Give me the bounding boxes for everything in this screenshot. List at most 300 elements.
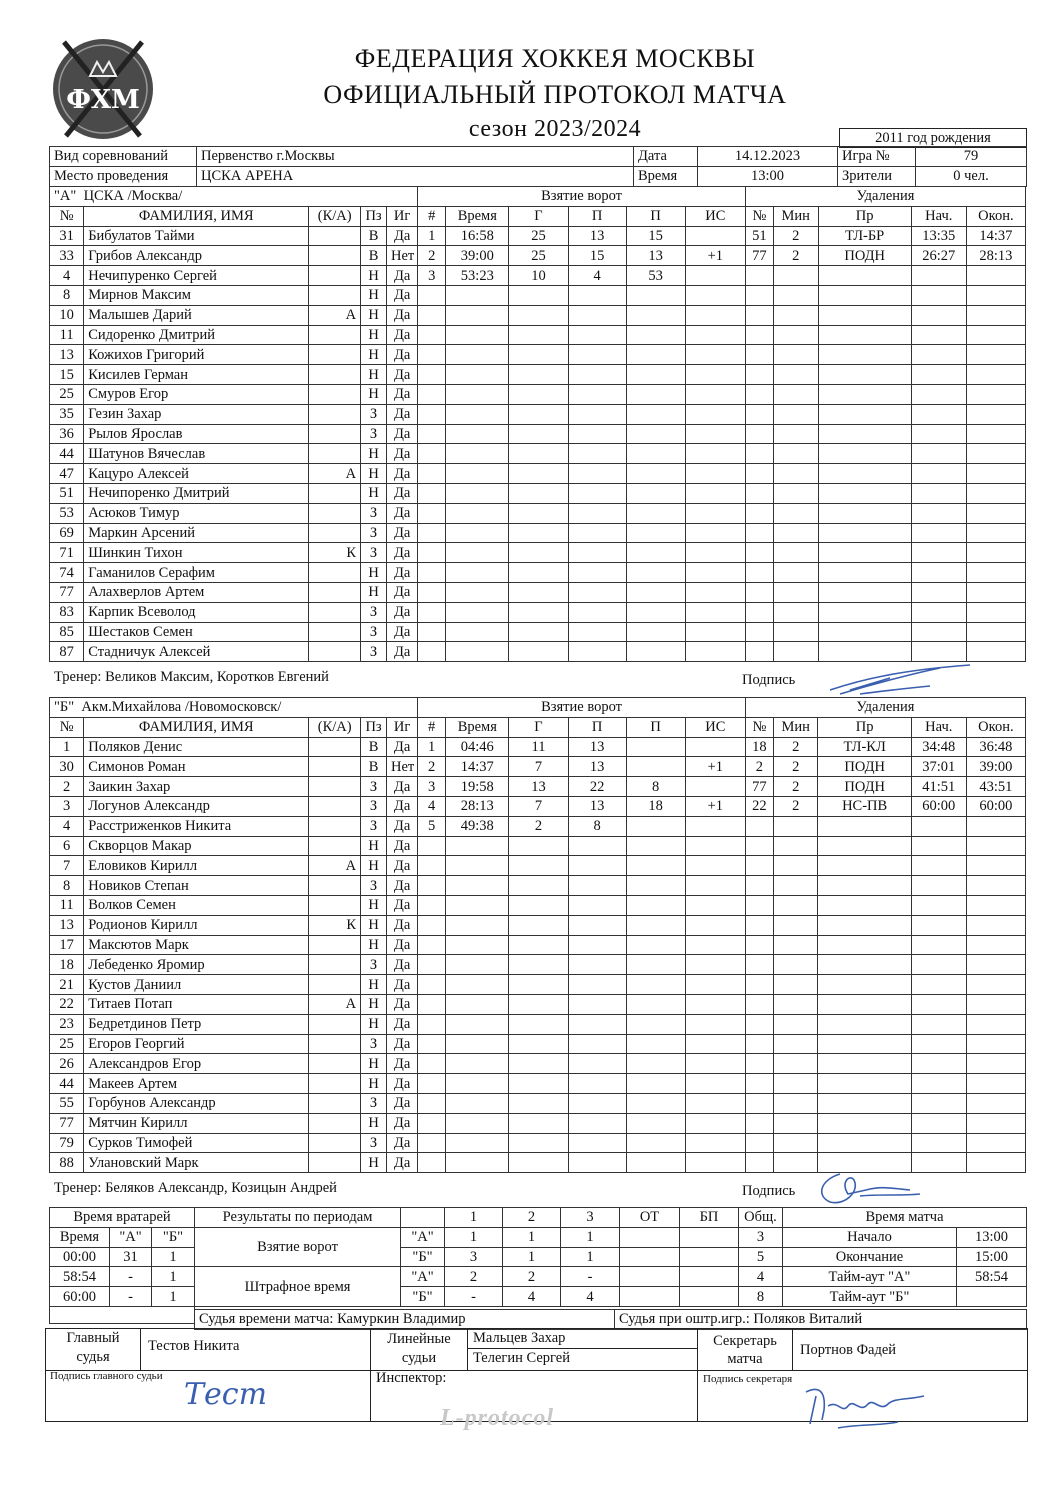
goal-cell: 4 [568,266,626,286]
period-head-bp: БП [680,1208,739,1228]
period-cell [680,1267,739,1287]
penalty-cell [911,955,966,975]
player-number: 13 [50,915,84,935]
penalty-cell [818,345,911,365]
goal-cell [418,1113,446,1133]
penalty-cell [745,935,773,955]
player-number: 33 [50,246,84,266]
col-play: Иг [387,717,418,737]
penalty-cell: ПОДН [818,246,911,266]
player-played: Да [387,915,418,935]
player-row [50,1034,1026,1054]
goal-cell [446,325,509,345]
penalty-cell [818,444,911,464]
goal-cell: +1 [685,757,745,777]
goal-cell [568,622,626,642]
player-role [309,1153,361,1173]
player-name: Грибов Александр [84,246,309,266]
player-position: Н [361,563,387,583]
goal-cell [568,1054,626,1074]
player-row [50,777,1026,797]
penalty-cell [818,915,911,935]
col-pen-num: № [745,206,773,226]
player-position: Н [361,325,387,345]
goal-cell [418,895,446,915]
col-pen-num: № [745,717,773,737]
penalty-cell [911,424,966,444]
goal-cell [509,424,568,444]
goal-cell [626,955,685,975]
penalty-cell: 2 [773,737,818,757]
goal-cell [568,523,626,543]
penalty-cell [773,464,818,484]
goal-cell [685,622,745,642]
goal-cell [509,1054,568,1074]
goal-cell [446,1113,509,1133]
penalty-cell [745,1034,773,1054]
penalty-cell [773,444,818,464]
officials-vline [467,1328,468,1370]
goals-title: Взятие ворот [418,698,746,718]
goal-cell [626,856,685,876]
penalty-cell [818,935,911,955]
goal-cell [685,777,745,797]
player-played: Да [387,404,418,424]
goal-cell: 4 [418,796,446,816]
penalty-cell [911,642,966,662]
match-time-value [957,1287,1027,1307]
goal-cell [509,1034,568,1054]
period-head-ot: ОТ [620,1208,680,1228]
goal-cell [418,305,446,325]
goal-cell [626,1054,685,1074]
penalty-cell [911,876,966,896]
goal-cell [446,836,509,856]
player-number: 3 [50,796,84,816]
penalty-cell [818,642,911,662]
goal-cell [446,543,509,563]
penalty-cell [773,543,818,563]
goal-cell [685,1054,745,1074]
player-played: Да [387,777,418,797]
player-number: 8 [50,876,84,896]
goal-cell [509,642,568,662]
penalty-cell [773,582,818,602]
secretary-label [698,1332,792,1368]
penalty-cell [773,895,818,915]
penalty-cell [745,503,773,523]
goal-cell: 19:58 [446,777,509,797]
player-number: 21 [50,975,84,995]
player-number: 26 [50,1054,84,1074]
penalty-cell [818,816,911,836]
player-position: З [361,955,387,975]
period-cell [620,1227,680,1247]
totals-table [738,1207,783,1307]
penalty-cell [911,856,966,876]
penalty-cell [818,836,911,856]
player-row [50,424,1026,444]
goal-cell [685,876,745,896]
player-played: Да [387,796,418,816]
goal-cell [685,503,745,523]
goal-cell: 16:58 [446,226,509,246]
col-ka: (К/А) [309,717,361,737]
goal-cell [685,895,745,915]
player-row [50,464,1026,484]
col-pos: Пз [361,206,387,226]
period-head-1: 1 [445,1208,503,1228]
penalty-judge: Судья при оштр.игр.: Поляков Виталий [615,1310,1027,1330]
goal-cell: 39:00 [446,246,509,266]
goal-cell [568,955,626,975]
penalty-cell [745,1054,773,1074]
goal-cell [568,483,626,503]
player-played: Да [387,305,418,325]
goal-cell [446,895,509,915]
penalty-cell [911,1054,966,1074]
penalty-cell [773,1054,818,1074]
player-row [50,642,1026,662]
goal-cell [685,345,745,365]
goal-cell [626,464,685,484]
player-name: Шинкин Тихон [84,543,309,563]
penalty-cell [966,856,1025,876]
col-pen-min: Мин [773,717,818,737]
penalty-cell [745,1093,773,1113]
penalty-cell [966,642,1025,662]
penalty-cell [911,384,966,404]
player-role [309,737,361,757]
penalty-cell [966,523,1025,543]
penalty-cell [745,622,773,642]
penalty-cell [966,1113,1025,1133]
goal-cell [446,582,509,602]
penalty-cell [911,345,966,365]
total-cell: 8 [739,1287,783,1307]
penalty-cell [818,1034,911,1054]
penalty-cell [745,994,773,1014]
goal-cell: 10 [509,266,568,286]
player-name: Алахверлов Артем [84,582,309,602]
penalties-title: Удаления [745,187,1025,207]
goal-cell: 7 [509,757,568,777]
goal-cell [446,955,509,975]
player-role: К [309,543,361,563]
player-position: Н [361,836,387,856]
player-name: Маркин Арсений [84,523,309,543]
penalty-cell [911,975,966,995]
period-cell: - [445,1287,503,1307]
penalty-cell [911,325,966,345]
secretary-label-1: Секретарь [713,1333,777,1349]
goal-cell [626,1113,685,1133]
penalty-cell [818,404,911,424]
goal-cell [418,836,446,856]
goal-cell [685,955,745,975]
main-judge-label-2: судья [76,1349,110,1365]
player-row [50,1133,1026,1153]
penalty-cell [966,1034,1025,1054]
goal-cell [568,642,626,662]
col-play: Иг [387,206,418,226]
player-role [309,582,361,602]
player-played: Да [387,543,418,563]
goal-cell [418,483,446,503]
goal-cell [626,915,685,935]
goal-cell: 7 [509,796,568,816]
penalty-cell [911,464,966,484]
player-position: Н [361,285,387,305]
goal-cell [509,994,568,1014]
penalty-cell [818,582,911,602]
penalty-cell [911,523,966,543]
player-row [50,246,1026,266]
goal-cell [685,563,745,583]
player-position: В [361,246,387,266]
penalty-cell [818,424,911,444]
goal-cell [446,856,509,876]
player-position: З [361,523,387,543]
linesmen-label [371,1330,467,1368]
venue-value: ЦСКА АРЕНА [197,166,634,186]
penalty-cell [966,955,1025,975]
penalty-cell [966,444,1025,464]
gk-blank [50,1306,195,1323]
penalty-cell [966,1054,1025,1074]
player-name: Максютов Марк [84,935,309,955]
penalty-cell [745,836,773,856]
goal-cell [568,895,626,915]
penalty-cell: 2 [773,226,818,246]
goal-cell [626,602,685,622]
goal-cell [626,642,685,662]
periods-title: Результаты по периодам [195,1208,401,1228]
goal-cell [446,305,509,325]
goal-cell [685,404,745,424]
penalty-cell: 77 [745,777,773,797]
goal-cell [626,305,685,325]
penalty-cell [818,305,911,325]
penalty-cell: 43:51 [966,777,1025,797]
player-position: Н [361,895,387,915]
penalty-cell [818,483,911,503]
player-role [309,816,361,836]
player-played: Да [387,642,418,662]
penalty-cell [745,563,773,583]
player-position: З [361,1034,387,1054]
goal-cell [446,975,509,995]
period-cell [620,1247,680,1267]
federation-title: ФЕДЕРАЦИЯ ХОККЕЯ МОСКВЫ [354,44,756,73]
penalty-cell [966,325,1025,345]
player-name: Егоров Георгий [84,1034,309,1054]
player-number: 85 [50,622,84,642]
penalty-cell [911,1074,966,1094]
col-num: № [50,717,84,737]
team-b-coach: Тренер: Беляков Александр, Козицын Андрей [54,1180,337,1196]
penalty-cell [966,915,1025,935]
player-played: Да [387,1074,418,1094]
player-row [50,384,1026,404]
penalty-cell [818,563,911,583]
goal-cell: 13 [509,777,568,797]
goal-cell: 13 [568,737,626,757]
goal-cell [446,404,509,424]
player-number: 36 [50,424,84,444]
goal-cell [418,1054,446,1074]
penalty-cell [745,305,773,325]
player-name: Заикин Захар [84,777,309,797]
player-row [50,975,1026,995]
goal-cell [568,444,626,464]
secretary-name: Портнов Фадей [800,1342,897,1358]
game-label: Игра № [838,147,916,167]
goal-cell [446,1153,509,1173]
goal-cell [568,424,626,444]
col-goal-is: ИС [685,717,745,737]
period-cell: 1 [561,1247,620,1267]
player-role [309,1133,361,1153]
goal-cell [509,935,568,955]
player-position: Н [361,856,387,876]
penalty-cell: 51 [745,226,773,246]
goal-cell [685,424,745,444]
penalty-cell [745,325,773,345]
goal-cell [568,602,626,622]
col-pen-start: Нач. [911,206,966,226]
col-pen-reason: Пр [818,717,911,737]
player-position: В [361,226,387,246]
player-position: Н [361,1054,387,1074]
player-played: Да [387,1034,418,1054]
player-number: 23 [50,1014,84,1034]
match-time-value: 15:00 [957,1247,1027,1267]
team-b-sign-label: Подпись [742,1183,796,1199]
player-number: 4 [50,816,84,836]
goal-cell [418,1014,446,1034]
player-name: Гезин Захар [84,404,309,424]
player-name: Мятчин Кирилл [84,1113,309,1133]
penalty-cell: 14:37 [966,226,1025,246]
period-cell: - [561,1267,620,1287]
gk-cell: 1 [152,1267,195,1287]
penalty-cell: 2 [773,777,818,797]
goal-cell [568,1133,626,1153]
penalty-cell: ПОДН [818,777,911,797]
penalty-cell [745,642,773,662]
player-name: Бедретдинов Петр [84,1014,309,1034]
goal-cell [509,582,568,602]
penalty-cell [966,1153,1025,1173]
player-role [309,563,361,583]
main-judge-signature [180,1374,270,1414]
goal-cell [626,444,685,464]
goal-cell [626,563,685,583]
timekeeper: Судья времени матча: Камуркин Владимир [195,1310,615,1330]
player-row [50,404,1026,424]
goal-cell [446,365,509,385]
player-name: Рылов Ярослав [84,424,309,444]
player-role [309,246,361,266]
player-position: З [361,424,387,444]
penalty-cell [966,602,1025,622]
penalty-cell [773,836,818,856]
player-role [309,796,361,816]
team-letter: "Б" [54,699,75,716]
goal-cell [418,543,446,563]
player-played: Да [387,365,418,385]
pim-row-label: Штрафное время [195,1267,401,1307]
penalty-cell [911,404,966,424]
goal-cell [418,464,446,484]
penalty-cell [966,975,1025,995]
goal-cell: 8 [568,816,626,836]
goal-cell [446,345,509,365]
player-row [50,895,1026,915]
goal-cell: 15 [626,226,685,246]
col-goal-is: ИС [685,206,745,226]
goal-cell [685,483,745,503]
goal-cell [418,1093,446,1113]
penalty-cell: 13:35 [911,226,966,246]
goal-cell [446,444,509,464]
penalty-cell [818,876,911,896]
player-position: Н [361,975,387,995]
goal-cell: 13 [568,226,626,246]
totals-head: Общ. [739,1208,783,1228]
player-played: Да [387,975,418,995]
total-cell: 5 [739,1247,783,1267]
total-cell: 3 [739,1227,783,1247]
inspector-label: Инспектор: [376,1370,447,1386]
player-position: Н [361,1074,387,1094]
penalty-cell [745,955,773,975]
goal-cell [418,622,446,642]
player-row [50,876,1026,896]
goal-cell [626,365,685,385]
penalty-cell [773,305,818,325]
player-number: 88 [50,1153,84,1173]
penalty-cell [773,1014,818,1034]
penalty-cell [773,285,818,305]
goal-cell: 14:37 [446,757,509,777]
goal-cell: 2 [418,246,446,266]
player-played: Да [387,1133,418,1153]
penalty-cell [745,345,773,365]
player-number: 69 [50,523,84,543]
player-role [309,384,361,404]
match-time-label: Тайм-аут "А" [783,1267,957,1287]
player-role: А [309,305,361,325]
penalty-cell: 2 [773,757,818,777]
goal-cell [446,1014,509,1034]
penalty-cell [911,266,966,286]
penalty-cell [773,523,818,543]
goal-cell [509,915,568,935]
main-judge-name: Тестов Никита [148,1338,240,1354]
player-name: Симонов Роман [84,757,309,777]
penalty-cell: 37:01 [911,757,966,777]
goal-cell [568,384,626,404]
player-row [50,266,1026,286]
goal-cell [418,404,446,424]
player-role [309,876,361,896]
penalty-cell [773,384,818,404]
penalty-cell [911,563,966,583]
goal-cell: 22 [568,777,626,797]
match-time-label: Начало [783,1227,957,1247]
